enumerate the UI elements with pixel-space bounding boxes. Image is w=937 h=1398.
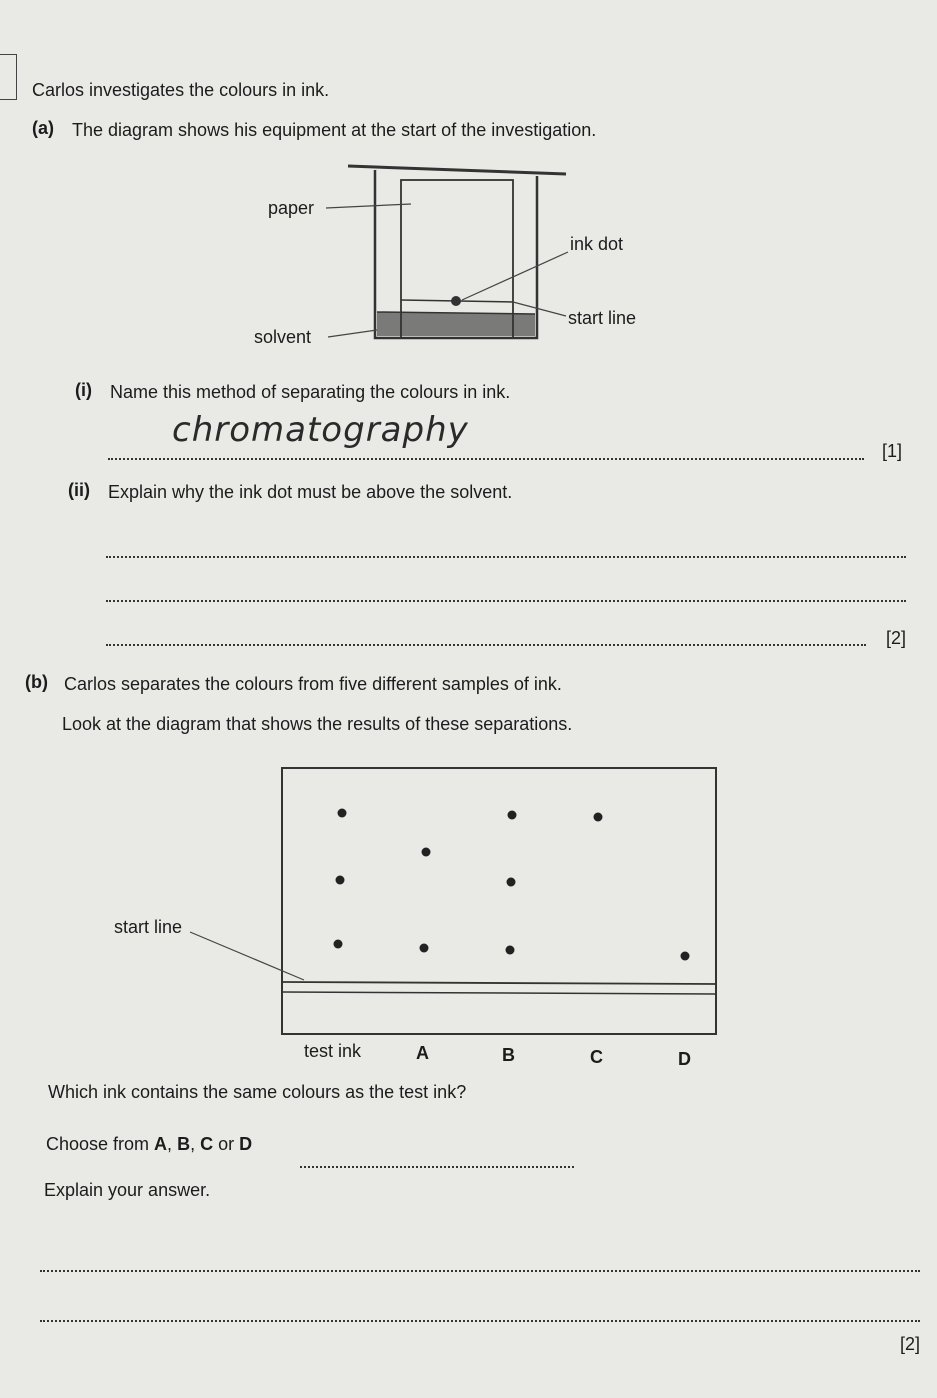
ink-dot-label: ink dot [570,234,624,254]
solvent-label: solvent [254,327,312,347]
explain-line-1[interactable] [40,1270,920,1272]
spot-test-ink-3 [334,940,343,949]
handwritten-answer: chromatography [172,410,469,450]
marks-b: [2] [900,1334,921,1354]
spot-a-2 [420,944,429,953]
column-b: B [502,1045,515,1065]
choose-text: Choose from A, B, C or D [46,1134,253,1154]
column-test-ink: test ink [304,1041,362,1061]
spot-test-ink-1 [338,809,347,818]
marks-ii: [2] [886,628,907,648]
column-d: D [678,1049,691,1069]
part-a-label: (a) [32,118,54,138]
explain-line-2[interactable] [40,1320,920,1322]
part-b-text2: Look at the diagram that shows the results of these separations. [62,714,573,734]
intro-text: Carlos investigates the colours in ink. [32,80,330,100]
part-a-text: The diagram shows his equipment at the start of the investigation. [72,120,597,140]
q-i-label: (i) [75,380,92,400]
spot-b-3 [506,946,515,955]
column-a: A [416,1043,429,1063]
choice-answer-line[interactable] [300,1166,574,1168]
spot-b-1 [508,811,517,820]
paper-label: paper [268,198,315,218]
part-b-question: Which ink contains the same colours as the test ink? [48,1082,467,1102]
chromatogram-start-line-label: start line [114,917,183,937]
spot-c-1 [594,813,603,822]
q-ii-label: (ii) [68,480,90,500]
part-b-text: Carlos separates the colours from five different samples of ink. [64,674,562,694]
spot-a-1 [422,848,431,857]
explain-text: Explain your answer. [44,1180,211,1200]
q-i-text: Name this method of separating the colours in ink. [110,382,511,402]
column-c: C [590,1047,603,1067]
spot-test-ink-2 [336,876,345,885]
marks-i: [1] [882,441,903,461]
q-ii-text: Explain why the ink dot must be above the solvent. [108,482,513,502]
spot-d-1 [681,952,690,961]
spot-b-2 [507,878,516,887]
start-line-label: start line [568,308,637,328]
part-b-label: (b) [25,672,48,692]
